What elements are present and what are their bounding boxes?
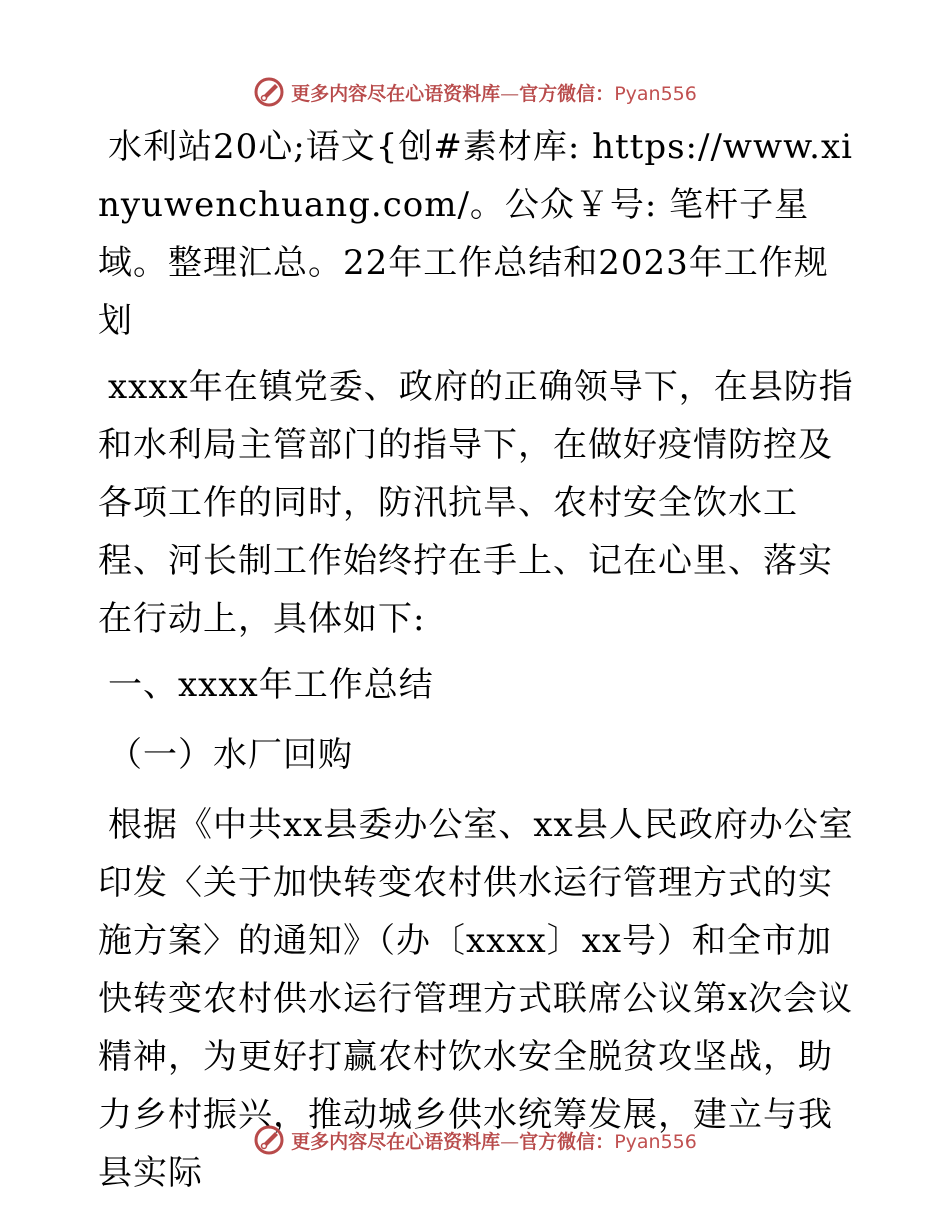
banner-subtitle: 官方微信： bbox=[519, 82, 615, 105]
section-heading: 一、xxxx年工作总结 bbox=[108, 665, 434, 705]
banner-subtitle: 官方微信： bbox=[519, 1130, 615, 1153]
banner-title: 更多内容尽在心语资料库 bbox=[291, 1130, 501, 1153]
header-banner bbox=[0, 72, 950, 112]
brand-seal-icon bbox=[253, 76, 285, 108]
subsection-heading: （一）水厂回购 bbox=[108, 735, 353, 775]
summary-paragraph: xxxx年在镇党委、政府的正确领导下，在县防指和水利局主管部门的指导下，在做好疫情防控及各项工作的同时，防汛抗旱、农村安全饮水工程、河长制工作始终拧在手上、记在心里、落实在行动上，具体如下: bbox=[98, 367, 854, 639]
document-body bbox=[98, 118, 858, 1210]
banner-separator: — bbox=[500, 82, 520, 105]
intro-paragraph: 水利站20心;语文{创#素材库: https://www.xinyuwenchuang.com/。公众￥号: 笔杆子星域。整理汇总。22年工作总结和2023年工作规划 bbox=[98, 127, 854, 341]
banner-separator: — bbox=[500, 1130, 520, 1153]
banner-label bbox=[291, 79, 697, 106]
banner-label bbox=[291, 1127, 697, 1154]
banner-title: 更多内容尽在心语资料库 bbox=[291, 82, 501, 105]
banner-account: Pyan556 bbox=[614, 82, 697, 105]
brand-seal-icon bbox=[253, 1124, 285, 1156]
body-paragraph: 根据《中共xx县委办公室、xx县人民政府办公室印发〈关于加快转变农村供水运行管理方式的实施方案〉的通知》（办〔xxxx〕xx号）和全市加快转变农村供水运行管理方式联席公议第x次会议精神，为更好打赢农村饮水安全脱贫攻坚战，助力乡村振兴，推动城乡供水统筹发展，建立与我县实际 bbox=[98, 805, 854, 1193]
footer-banner bbox=[0, 1120, 950, 1160]
banner-account: Pyan556 bbox=[614, 1130, 697, 1153]
